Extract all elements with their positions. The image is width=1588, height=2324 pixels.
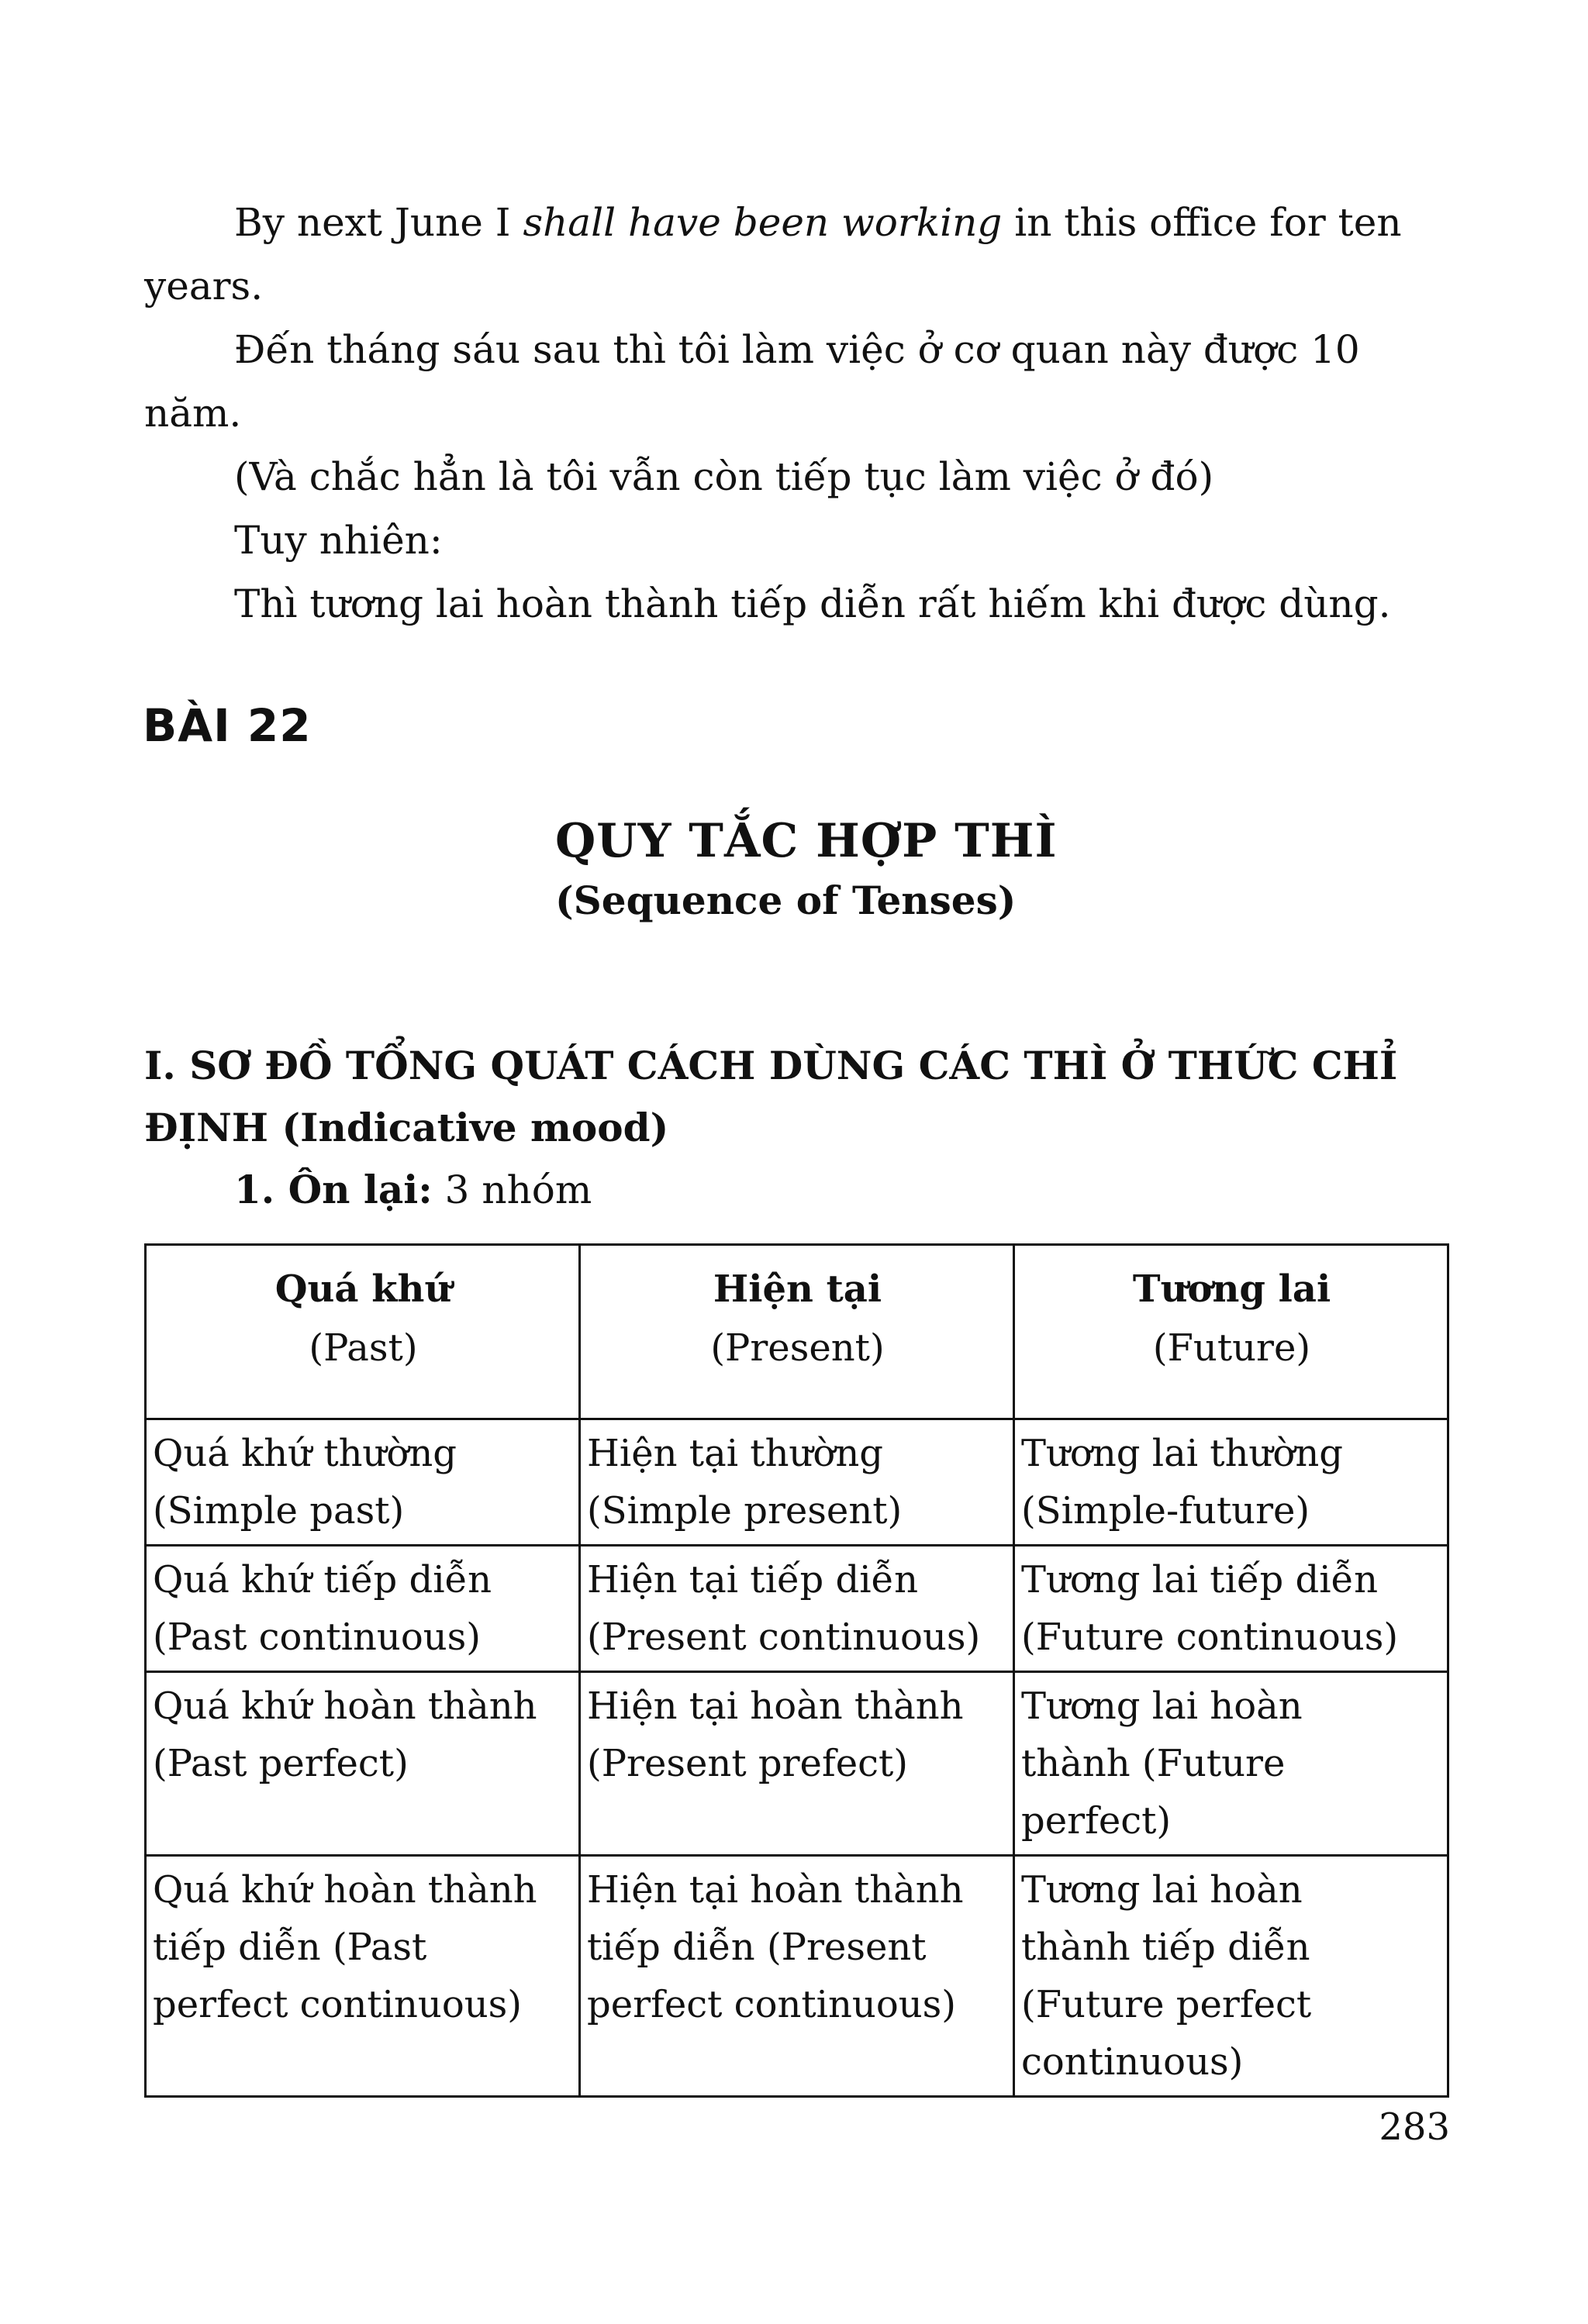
header-sublabel: (Future): [1152, 1326, 1311, 1370]
intro-line-4: năm.: [144, 391, 242, 436]
intro-line-1-italic: shall have been working: [523, 200, 1003, 245]
cell-line: (Past perfect): [153, 1742, 409, 1785]
table-row: [146, 1672, 1448, 1856]
cell-line: (Future perfect: [1021, 1983, 1312, 2026]
cell-line: tiếp diễn (Present: [587, 1926, 927, 1969]
cell-line: Quá khứ hoàn thành: [153, 1684, 537, 1728]
cell-line: (Simple-future): [1021, 1489, 1310, 1533]
table-cell: [146, 1672, 580, 1856]
section-heading-line-1: I. SƠ ĐỒ TỔNG QUÁT CÁCH DÙNG CÁC THÌ Ở THỨC CHỈ: [144, 1043, 1398, 1088]
cell-line: perfect continuous): [587, 1983, 957, 2026]
subsection-label: 1. Ôn lại:: [234, 1167, 433, 1212]
header-future: [1014, 1245, 1448, 1419]
intro-line-6: Tuy nhiên:: [234, 518, 443, 563]
cell-line: thành (Future: [1021, 1742, 1286, 1785]
header-present: [580, 1245, 1014, 1419]
cell-line: (Simple past): [153, 1489, 405, 1533]
cell-line: Quá khứ tiếp diễn: [153, 1558, 492, 1602]
header-sublabel: (Present): [710, 1326, 885, 1370]
table-cell: [146, 1546, 580, 1672]
cell-line: Tương lai hoàn: [1021, 1868, 1303, 1912]
table-cell: [1014, 1856, 1448, 2097]
cell-line: Hiện tại hoàn thành: [587, 1868, 964, 1912]
header-sublabel: (Past): [309, 1326, 418, 1370]
cell-line: perfect continuous): [153, 1983, 523, 2026]
table-cell: [1014, 1419, 1448, 1546]
table-cell: [146, 1856, 580, 2097]
table-cell: [580, 1856, 1014, 2097]
subsection-heading: [234, 1163, 592, 1217]
cell-line: Hiện tại thường: [587, 1432, 883, 1475]
cell-line: (Present continuous): [587, 1615, 981, 1659]
chapter-title: QUY TẮC HỢP THÌ: [555, 814, 1058, 868]
table-row: [146, 1856, 1448, 2097]
header-past: [146, 1245, 580, 1419]
cell-line: (Simple present): [587, 1489, 903, 1533]
cell-line: tiếp diễn (Past: [153, 1926, 427, 1969]
intro-line-3: Đến tháng sáu sau thì tôi làm việc ở cơ quan này được 10: [234, 327, 1360, 372]
cell-line: Hiện tại tiếp diễn: [587, 1558, 918, 1602]
cell-line: thành tiếp diễn: [1021, 1926, 1310, 1969]
cell-line: Hiện tại hoàn thành: [587, 1684, 964, 1728]
table-row: [146, 1546, 1448, 1672]
table-header-row: [146, 1245, 1448, 1419]
table-cell: [1014, 1672, 1448, 1856]
cell-line: Tương lai tiếp diễn: [1021, 1558, 1378, 1602]
subsection-text: 3 nhóm: [432, 1167, 592, 1212]
tenses-table: [144, 1243, 1449, 2098]
table-cell: [580, 1419, 1014, 1546]
cell-line: (Future continuous): [1021, 1615, 1399, 1659]
header-label: Tương lai: [1132, 1267, 1331, 1311]
page-number: 283: [1379, 2105, 1450, 2149]
table-cell: [146, 1419, 580, 1546]
intro-line-1: [234, 191, 1402, 254]
table-cell: [580, 1672, 1014, 1856]
cell-line: (Past continuous): [153, 1615, 481, 1659]
intro-line-2: years.: [144, 264, 264, 309]
table-cell: [580, 1546, 1014, 1672]
table-row: [146, 1419, 1448, 1546]
cell-line: perfect): [1021, 1799, 1172, 1843]
chapter-subtitle: (Sequence of Tenses): [555, 878, 1017, 923]
intro-line-7: Thì tương lai hoàn thành tiếp diễn rất hiếm khi được dùng.: [234, 581, 1391, 626]
section-heading-line-2: ĐỊNH (Indicative mood): [144, 1105, 669, 1150]
cell-line: (Present prefect): [587, 1742, 909, 1785]
header-label: Hiện tại: [713, 1267, 882, 1311]
table-cell: [1014, 1546, 1448, 1672]
lesson-label: BÀI 22: [143, 699, 312, 752]
cell-line: Tương lai thường: [1021, 1432, 1343, 1475]
cell-line: Quá khứ thường: [153, 1432, 457, 1475]
intro-line-1-start: By next June I: [234, 200, 523, 245]
intro-line-1-end: in this office for ten: [1002, 200, 1402, 245]
cell-line: Quá khứ hoàn thành: [153, 1868, 537, 1912]
intro-line-5: (Và chắc hẳn là tôi vẫn còn tiếp tục làm việc ở đó): [234, 454, 1214, 499]
header-label: Quá khứ: [274, 1267, 452, 1311]
cell-line: Tương lai hoàn: [1021, 1684, 1303, 1728]
cell-line: continuous): [1021, 2040, 1244, 2084]
